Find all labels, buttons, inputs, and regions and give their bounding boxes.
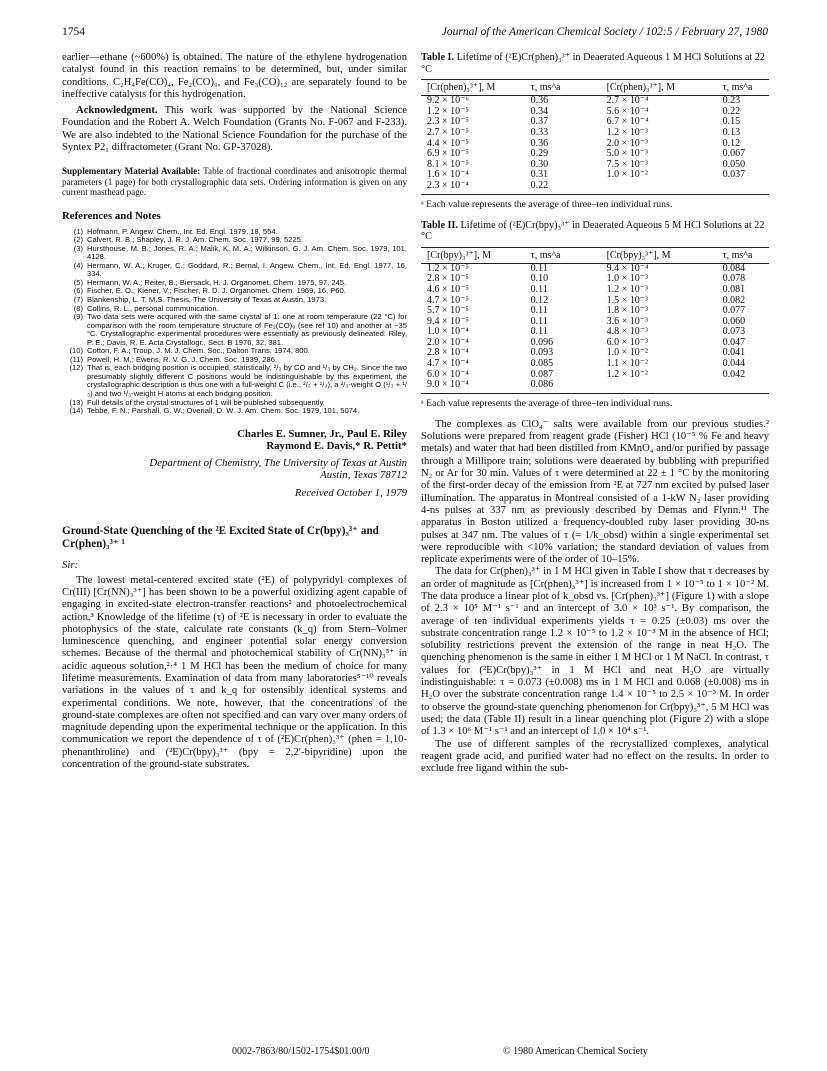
authors xyxy=(62,428,407,453)
table-cell: 0.36 xyxy=(530,95,549,107)
table-cell: 1.0 × 10⁻³ xyxy=(606,273,649,285)
table-cell: 1.1 × 10⁻² xyxy=(606,358,649,370)
reference-item xyxy=(62,407,407,416)
reference-text: Hofmann, P. Angew. Chem., Int. Ed. Engl. 1979, 18, 554. xyxy=(87,226,278,236)
table-cell: 9.0 × 10⁻⁴ xyxy=(427,379,469,391)
table-cell: 1.2 × 10⁻⁵ xyxy=(427,262,469,274)
reference-item xyxy=(62,245,407,262)
reference-number: (2) xyxy=(73,235,83,245)
table-cell: 7.5 × 10⁻³ xyxy=(606,158,649,170)
author-line: Charles E. Sumner, Jr., Paul E. Riley xyxy=(237,427,407,440)
table-row xyxy=(421,306,769,317)
table-cell: 0.060 xyxy=(722,315,746,327)
table-row xyxy=(421,338,769,349)
table-cell: 0.29 xyxy=(530,148,549,160)
reference-number: (5) xyxy=(73,277,83,287)
table-cell: 0.22 xyxy=(530,179,549,191)
table-cell: 0.11 xyxy=(530,305,548,317)
page-number: 1754 xyxy=(62,26,85,38)
table1-label: Table I. xyxy=(421,52,455,63)
reference-number: (3) xyxy=(73,243,83,253)
table-cell: 0.037 xyxy=(722,169,746,181)
table-cell: 1.6 × 10⁻⁴ xyxy=(427,169,469,181)
table-cell: 5.0 × 10⁻³ xyxy=(606,148,649,160)
table-cell: 0.084 xyxy=(722,262,746,274)
reference-text: Hursthouse, M. B.; Jones, R. A.; Malik, K. M. A.; Wilkinson, G. J. Am. Chem. Soc. 1979, 101, 4128. xyxy=(87,243,407,262)
ack-label: Acknowledgment. xyxy=(76,105,158,117)
received-date: Received October 1, 1979 xyxy=(294,486,407,499)
table-cell: 0.11 xyxy=(530,262,548,274)
table-cell: 1.0 × 10⁻⁴ xyxy=(427,326,469,338)
table-row xyxy=(421,370,769,381)
table-cell: 6.7 × 10⁻⁴ xyxy=(606,116,649,128)
table-cell: 0.078 xyxy=(722,273,746,285)
supp-label: Supplementary Material Available: xyxy=(62,166,201,177)
table-row xyxy=(421,348,769,359)
reference-text: Hermann, W. A.; Kruger, C.; Goddard, R.; Bernal, I. Angew. Chem., Int. Ed. Engl. 1977, 16, 334. xyxy=(87,260,407,279)
table-cell: 2.3 × 10⁻⁵ xyxy=(427,116,469,128)
reference-text: Two data sets were acquired with the same crystal of 1: one at room temperature (22 °C) for comparison with the room temperature structure of Fe₂(CO)₉ (see ref 10) and another at −35 °C. Crystallographic experimental procedures were essentially as previously delineated: Riley, P. E.; Davis, R. E. Acta Crystallogr., Sect. B 1976, 32, 381. xyxy=(87,312,407,347)
methods-paragraph: The complexes as ClO₄⁻ salts were available from our previous studies.² Solutions were prepared from reagent grade (Fisher) HCl (10⁻⁵ % Fe and heavy metals) and water that had been distilled from KMnO₄ and/or purified by passage through a Millipore train; solutions were deaerated by bubbling with prepurified N₂ or Ar for 30 min. Values of τ were determined at 22 ± 1 °C by the monitoring of the first-order decay of the emission from ²E at 727 nm excited by pulsed laser illumination. The apparatus in Montreal consisted of a 1-kW N₂ laser providing 4-ns pulses at 337 nm as previously described by Demas and Flynn.¹¹ The apparatus in Boston utilized a frequency-doubled ruby laser providing 30-ns pulses at 347 nm. The values of τ (= 1/k_obsd) within a single experimental set were reproducible with <10% variation; the standard deviation of values from replicate experiments were of the order of 10–15%. xyxy=(421,418,769,566)
table2-caption xyxy=(421,220,769,243)
table-cell: 0.31 xyxy=(530,169,549,181)
table-cell: 0.22 xyxy=(722,105,741,117)
article-title: Ground-State Quenching of the ²E Excited State of Cr(bpy)₃³⁺ and Cr(phen)₃³⁺ ¹ xyxy=(62,524,379,550)
reference-number: (11) xyxy=(70,354,83,364)
reference-text: Fischer, E. O.; Kiener, V.; Fischer, R. D. J. Organomet. Chem. 1969, 16, P60. xyxy=(87,286,346,296)
reference-number: (1) xyxy=(73,226,83,236)
running-header xyxy=(62,26,768,42)
table-cell: 0.30 xyxy=(530,158,549,170)
table-cell: 0.081 xyxy=(722,283,746,295)
column-header: τ, ms^a xyxy=(531,80,607,96)
table-row xyxy=(421,327,769,338)
table-cell: 0.15 xyxy=(722,116,741,128)
table-row xyxy=(421,380,769,393)
column-header: τ, ms^a xyxy=(723,247,769,263)
table-cell: 0.093 xyxy=(530,347,554,359)
table-cell: 6.0 × 10⁻³ xyxy=(606,336,649,348)
discussion-paragraph: The use of different samples of the recrystallized complexes, analytical reagent grade acid, and purified water had no effect on the results. In order to exclude free ligand within the sub- xyxy=(421,738,769,775)
table-cell: 0.077 xyxy=(722,305,746,317)
intro-paragraph: earlier—ethane (~600%) is obtained. The nature of the ethylene hydrogenation catalyst found in this reaction remains to be determined, but, under similar conditions, C₂H₄Fe(CO)₄, Fe₂(CO)₉, and Fe₃(CO)₁₂ are separately found to be ineffective catalysts for this hydrogenation. xyxy=(62,52,407,100)
column-header: [Cr(phen)₃³⁺], M xyxy=(607,80,723,96)
table-cell: 1.2 × 10⁻⁵ xyxy=(427,105,469,117)
column-header: τ, ms^a xyxy=(723,80,769,96)
salutation: Sir: xyxy=(62,558,79,571)
table2 xyxy=(421,247,769,393)
affiliation-line: Austin, Texas 78712 xyxy=(320,469,407,482)
table-cell: 9.2 × 10⁻⁶ xyxy=(427,95,469,107)
column-header: τ, ms^a xyxy=(531,247,607,263)
right-column xyxy=(421,52,769,775)
table-row xyxy=(421,317,769,328)
results-paragraph: The data for Cr(phen)₃³⁺ in 1 M HCl given in Table I show that τ decreases by an order of magnitude as [Cr(phen)₃³⁺] is increased from 1 × 10⁻⁵ to 1 × 10⁻² M. The data produce a linear plot of k_obsd vs. [Cr(phen)₃³⁺] (Figure 1) with a slope of 2.3 × 10⁵ M⁻¹ s⁻¹ and an intercept of 3.0 × 10³ s⁻¹. By comparison, the average of ten individual experiments yields τ = 0.25 (±0.03) ms over the substrate concentration range 1.2 × 10⁻⁵ to 1.2 × 10⁻³ M in the absence of HCl; solubility restrictions prevent the extension of the range in neat H₂O. The quenching phenomenon is the same in either 1 M HCl or 1 M NaCl. In contrast, τ values for (²E)Cr(bpy)₃³⁺ in 1 M HCl and neat H₂O are virtually indistinguishable: τ = 0.073 (±0.008) ms in 1 M HCl and 0.068 (±0.008) ms in H₂O over the substrate concentration range 1.4 × 10⁻⁵ to 2.5 × 10⁻³ M. In order to observe the ground-state quenching phenomenon for Cr(bpy)₃³⁺, 5 M HCl was used; the data (Table II) result in a linear quenching plot (Figure 2) with a slope of 1.3 × 10⁶ M⁻¹ s⁻¹ and an intercept of 1.0 × 10⁴ s⁻¹. xyxy=(421,566,769,738)
table-cell: 0.33 xyxy=(530,126,549,138)
table-row xyxy=(421,128,769,139)
references-heading: References and Notes xyxy=(62,209,161,222)
table-cell: 1.0 × 10⁻² xyxy=(606,347,649,359)
table-row xyxy=(421,170,769,181)
table-cell: 0.041 xyxy=(722,347,746,359)
table-cell: 0.12 xyxy=(722,137,741,149)
table1-caption xyxy=(421,52,769,75)
reference-text: Calvert, R. B.; Shapley, J. R. J. Am. Chem. Soc. 1977, 99, 5225. xyxy=(87,235,303,245)
table-cell: 4.7 × 10⁻⁴ xyxy=(427,358,469,370)
table-cell: 4.7 × 10⁻⁵ xyxy=(427,294,469,306)
table-cell: 0.082 xyxy=(722,294,746,306)
reference-number: (7) xyxy=(73,294,83,304)
table-cell xyxy=(607,380,723,393)
reference-number: (10) xyxy=(69,346,83,356)
table-cell xyxy=(607,181,723,194)
table-cell: 1.0 × 10⁻² xyxy=(606,169,649,181)
table-cell: 4.6 × 10⁻⁵ xyxy=(427,283,469,295)
table-cell: 0.34 xyxy=(530,105,549,117)
table-cell: 0.067 xyxy=(722,148,746,160)
table-cell: 2.3 × 10⁻⁴ xyxy=(427,179,469,191)
table-cell: 2.8 × 10⁻⁵ xyxy=(427,273,469,285)
reference-text: That is, each bridging position is occupied, statistically, ²/₃ by CO and ¹/₃ by CH₂. Since the two presumably slightly different C positions would be indistinguishable by this experiment, the crystallographic description is thus one with a full-weight C (i.e., ²/₃ + ¹/₃), a ²/₃-weight O (¹/₃ + ¹/₃) and two ¹/₃-weight H atoms at each bridging position. xyxy=(87,363,407,398)
reference-number: (12) xyxy=(69,363,83,373)
table-cell: 0.044 xyxy=(722,358,746,370)
table-cell: 0.11 xyxy=(530,315,548,327)
table-cell: 2.0 × 10⁻³ xyxy=(606,137,649,149)
table-row xyxy=(421,296,769,307)
table-cell: 0.087 xyxy=(530,368,554,380)
reference-item xyxy=(62,262,407,279)
footer-code: 0002-7863/80/1502-1754$01.00/0 xyxy=(232,1046,370,1057)
table-cell: 1.5 × 10⁻³ xyxy=(606,294,649,306)
acknowledgment xyxy=(62,105,407,154)
reference-text: Collins, R. L., personal communication. xyxy=(87,303,219,313)
table-row xyxy=(421,160,769,171)
table-cell: 0.10 xyxy=(530,273,549,285)
ack-text: This work was supported by the National Science Foundation and the Robert A. Welch Foundation (Grants No. F-067 and F-233). We are also indebted to the National Science Foundation for the purchase of the Syntex P2₁ diffractometer (Grant No. GP-37028). xyxy=(62,105,407,154)
table1-footnote: ᵃ Each value represents the average of three–ten individual runs. xyxy=(421,194,769,210)
affiliation xyxy=(62,457,407,482)
reference-text: Blankenship, L. T. M.S. Thesis, The University of Texas at Austin, 1973. xyxy=(87,294,327,304)
table-cell: 6.9 × 10⁻⁵ xyxy=(427,148,469,160)
table-cell: 1.2 × 10⁻³ xyxy=(606,283,649,295)
table1-caption-text: Lifetime of (²E)Cr(phen)₃³⁺ in Deaerated Aqueous 1 M HCl Solutions at 22 °C xyxy=(421,52,766,75)
table-row xyxy=(421,107,769,118)
reference-number: (13) xyxy=(69,397,83,407)
table-row xyxy=(421,149,769,160)
reference-text: Hermann, W. A.; Reiter, B.; Biersack, H. J. Organomet. Chem. 1975, 97, 245. xyxy=(87,277,347,287)
table-cell: 8.1 × 10⁻⁵ xyxy=(427,158,469,170)
table-cell: 0.12 xyxy=(530,294,549,306)
reference-text: Cotton, F. A.; Troup, J. M. J. Chem. Soc., Dalton Trans. 1974, 800. xyxy=(87,346,310,356)
column-header: [Cr(phen)₃³⁺], M xyxy=(421,80,531,96)
table-cell: 2.7 × 10⁻⁵ xyxy=(427,126,469,138)
table-row xyxy=(421,181,769,194)
table-cell: 2.0 × 10⁻⁴ xyxy=(427,336,469,348)
table2-footnote: ᵃ Each value represents the average of three–ten individual runs. xyxy=(421,393,769,409)
table-cell: 0.086 xyxy=(530,379,554,391)
table-cell: 1.2 × 10⁻² xyxy=(606,368,649,380)
author-line: Raymond E. Davis,* R. Pettit* xyxy=(266,440,407,453)
table-cell: 3.6 × 10⁻³ xyxy=(606,315,649,327)
table-cell: 6.0 × 10⁻⁴ xyxy=(427,368,469,380)
table-row xyxy=(421,285,769,296)
table-row xyxy=(421,96,769,107)
table-row xyxy=(421,359,769,370)
table-cell: 0.23 xyxy=(722,95,741,107)
table-cell: 0.11 xyxy=(530,283,548,295)
reference-text: Powell, H. M.; Ewens, R. V. G. J. Chem. Soc. 1939, 286. xyxy=(87,354,278,364)
table-cell: 0.096 xyxy=(530,336,554,348)
reference-number: (6) xyxy=(73,286,83,296)
table-cell: 4.4 × 10⁻⁵ xyxy=(427,137,469,149)
table-cell: 9.4 × 10⁻⁵ xyxy=(427,315,469,327)
reference-number: (4) xyxy=(73,260,83,270)
table-cell: 0.047 xyxy=(722,336,746,348)
table-cell: 1.8 × 10⁻³ xyxy=(606,305,649,317)
body-paragraph: The lowest metal-centered excited state (²E) of polypyridyl complexes of Cr(III) [Cr(NN)₃³⁺] has been shown to be a powerful oxidizing agent capable of engaging in excited-state electron-transfer reactions² and photoelectrochemical action.³ Knowledge of the lifetime (τ) of ²E is necessary in order to evaluate the photophysics of the state, calculate rate constants (k_q) from Stern–Volmer luminescence quenching, and engineer potential solar energy conversion schemes. Because of the thermal and photochemical stability of Cr(NN)₃³⁺ in acidic aqueous solution,²·⁴ 1 M HCl has been the medium of choice for many lifetime measurements. Examination of data from many laboratories⁵⁻¹⁰ reveals variations in the values of τ and k_q for ostensibly identical systems and experimental conditions. We note, however, that the concentrations of the ground-state complexes are often not specified and can vary over many orders of magnitude depending upon the experimental technique or the application. In this communication we report the dependence of τ of (²E)Cr(phen)₃³⁺ (phen = 1,10-phenanthroline) and (²E)Cr(bpy)₃³⁺ (bpy = 2,2′-bipyridine) upon the concentration of the ground-state substrates. xyxy=(62,574,407,771)
table-row xyxy=(421,117,769,128)
reference-number: (9) xyxy=(73,312,83,322)
table-row xyxy=(421,263,769,274)
table-cell xyxy=(723,181,769,194)
reference-item xyxy=(62,364,407,398)
reference-text: Tebbe, F. N.; Parshall, G. W.; Ovenall, D. W. J. Am. Chem. Soc. 1979, 101, 5074. xyxy=(87,406,360,416)
affiliation-line: Department of Chemistry, The University of Texas at Austin xyxy=(149,456,407,469)
table1 xyxy=(421,79,769,193)
table2-label: Table II. xyxy=(421,219,458,231)
table-cell: 0.36 xyxy=(530,137,549,149)
table-cell: 2.8 × 10⁻⁴ xyxy=(427,347,469,359)
column-header: [Cr(bpy)₃³⁺], M xyxy=(607,247,723,263)
table2-caption-text: Lifetime of (²E)Cr(bpy)₃³⁺ in Deaerated Aqueous 5 M HCl Solutions at 22 °C xyxy=(421,219,765,243)
table-cell xyxy=(723,380,769,393)
table-cell: 1.2 × 10⁻³ xyxy=(606,126,649,138)
reference-text: Full details of the crystal structures of 1 will be published subsequently. xyxy=(87,397,325,407)
table-cell: 0.11 xyxy=(530,326,548,338)
table-cell: 0.050 xyxy=(722,158,746,170)
table-cell: 5.7 × 10⁻⁵ xyxy=(427,305,469,317)
footer-copyright: © 1980 American Chemical Society xyxy=(503,1046,648,1057)
table-cell: 0.085 xyxy=(530,358,554,370)
table-cell: 5.6 × 10⁻⁴ xyxy=(606,105,649,117)
table-cell: 2.7 × 10⁻⁴ xyxy=(606,95,649,107)
reference-number: (14) xyxy=(69,406,83,416)
table-cell: 0.073 xyxy=(722,326,746,338)
table-row xyxy=(421,274,769,285)
supplementary-material xyxy=(62,166,407,197)
left-column xyxy=(62,52,407,771)
table-row xyxy=(421,139,769,150)
table-cell: 0.13 xyxy=(722,126,741,138)
table-cell: 4.8 × 10⁻³ xyxy=(606,326,649,338)
journal-title: Journal of the American Chemical Society / 102:5 / February 27, 1980 xyxy=(441,26,768,38)
references-list xyxy=(62,228,407,416)
column-header: [Cr(bpy)₃³⁺], M xyxy=(421,247,531,263)
reference-item xyxy=(62,313,407,347)
supp-text: Table of fractional coordinates and anisotropic thermal parameters (1 page) for both crystallographic data sets. Ordering information is given on any current masthead page. xyxy=(62,166,408,198)
table-cell: 0.37 xyxy=(530,116,549,128)
table-cell: 9.4 × 10⁻⁴ xyxy=(606,262,649,274)
reference-number: (8) xyxy=(73,303,83,313)
table-cell: 0.042 xyxy=(722,368,746,380)
